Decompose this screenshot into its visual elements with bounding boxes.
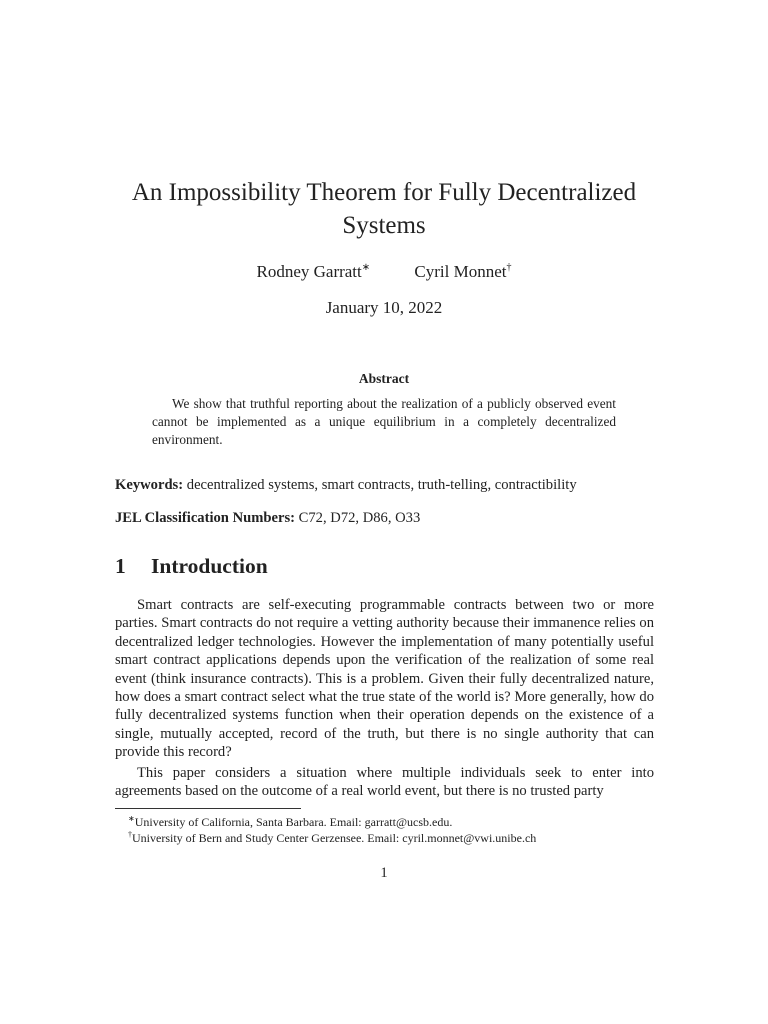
body-paragraph: Smart contracts are self-executing programmable contracts between two or more parties. Smart contracts do not require a vetting authority because their immanence relies on decentralized ledger technologies. However the implementation of many potentially useful smart contract applications depends upon the verification of the realization of some real event (think insurance contracts). This is a problem. Given their fully decentralized nature, how does a smart contract select what the true state of the world is? More generally, how do fully decentralized systems function when their operation depends on the existence of a single, mutually accepted, record of the truth, but there is no single authority that can provide this record? xyxy=(115,597,654,761)
paper-date: January 10, 2022 xyxy=(325,298,443,317)
jel-line xyxy=(115,510,675,527)
keywords-value: decentralized systems, smart contracts, truth-telling, contractibility xyxy=(186,477,577,493)
abstract-heading: Abstract xyxy=(358,371,410,386)
paper-title: An Impossibility Theorem for Fully Decentralized Systems xyxy=(131,179,637,239)
section-heading xyxy=(115,554,268,579)
jel-value: C72, D72, D86, O33 xyxy=(298,510,421,526)
body-paragraph: This paper considers a situation where multiple individuals seek to enter into agreements based on the outcome of a real world event, but there is no trusted party xyxy=(115,765,654,800)
author-name: Cyril Monnet xyxy=(414,262,507,281)
author-monnet xyxy=(414,262,511,282)
footnote-mark: ∗ xyxy=(361,262,371,273)
author-name: Rodney Garratt xyxy=(256,262,362,281)
page-number: 1 xyxy=(380,865,388,881)
footnote-2 xyxy=(128,827,668,846)
keywords-label: Keywords: xyxy=(115,477,184,493)
keywords-line xyxy=(115,477,675,494)
section-title: Introduction xyxy=(151,554,268,578)
footnote-divider xyxy=(115,808,301,809)
author-garratt xyxy=(256,262,370,282)
footnote-mark: ∗ xyxy=(128,814,135,823)
footnote-mark: † xyxy=(506,262,512,273)
footnote-text: University of Bern and Study Center Gerzensee. Email: cyril.monnet@vwi.unibe.ch xyxy=(132,831,537,845)
jel-label: JEL Classification Numbers: xyxy=(115,510,295,526)
author-list xyxy=(0,262,768,282)
footnote-mark: † xyxy=(128,830,132,839)
footnote-text: University of California, Santa Barbara. Email: garratt@ucsb.edu. xyxy=(134,815,453,829)
section-number: 1 xyxy=(115,554,126,578)
abstract-text: We show that truthful reporting about the realization of a publicly observed event cannot be implemented as a unique equilibrium in a completely decentralized environment. xyxy=(152,396,616,447)
